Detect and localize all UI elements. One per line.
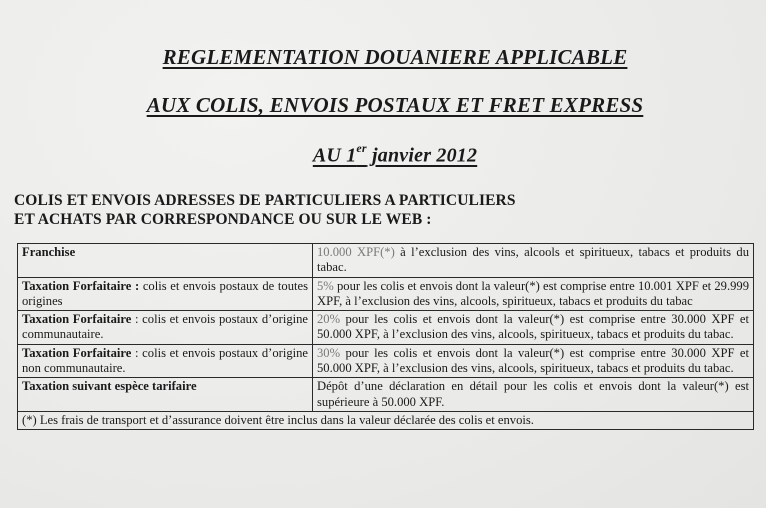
regulation-table xyxy=(17,243,754,430)
table-row xyxy=(18,378,754,412)
table-row xyxy=(18,311,754,345)
document-title-line-1: REGLEMENTATION DOUANIERE APPLICABLE xyxy=(162,45,628,69)
row-label-cell xyxy=(18,244,313,278)
row-value-lead: 10.000 XPF(*) xyxy=(317,245,395,259)
row-label-cell xyxy=(18,311,313,345)
row-value-cell xyxy=(313,311,754,345)
row-label-cell xyxy=(18,277,313,311)
section-heading-line-2: ET ACHATS PAR CORRESPONDANCE OU SUR LE WEB : xyxy=(14,211,432,228)
row-label-text: : colis et envois postaux d’origine communautaire. xyxy=(22,312,308,342)
row-label-bold: Taxation suivant espèce tarifaire xyxy=(22,379,197,394)
table-row xyxy=(18,277,754,311)
row-value-text: pour les colis et envois dont la valeur(*) est comprise entre 10.001 XPF et 29.999 XPF, à l’exclusion des vins, alcools, spiritueux, tabacs et produits du tabac xyxy=(317,278,749,308)
date-ordinal: er xyxy=(356,141,367,155)
footnote: (*) Les frais de transport et d’assurance doivent être inclus dans la valeur déclarée des colis et envois. xyxy=(18,411,754,429)
date-prefix: AU 1 xyxy=(312,144,357,167)
date-suffix: janvier 2012 xyxy=(366,144,478,167)
document-title-line-2: AUX COLIS, ENVOIS POSTAUX ET FRET EXPRESS xyxy=(146,93,644,117)
table-row xyxy=(18,244,754,278)
section-heading-line-1: COLIS ET ENVOIS ADRESSES DE PARTICULIERS A PARTICULIERS xyxy=(14,192,516,209)
row-label-bold: Taxation Forfaitaire : xyxy=(22,278,140,293)
row-value-text: pour les colis et envois dont la valeur(*) est comprise entre 30.000 XPF et 50.000 XPF, à l’exclusion des vins, alcools, spiritueux, tabacs et produits du tabac. xyxy=(317,345,749,376)
row-value-cell xyxy=(313,277,754,311)
row-label-cell xyxy=(18,378,313,412)
row-value-cell xyxy=(313,344,754,378)
row-value-lead: 5% xyxy=(317,278,334,293)
row-value-text: pour les colis et envois dont la valeur(*) est comprise entre 30.000 XPF et 50.000 XPF, à l’exclusion des vins, alcools, spiritueux, tabacs et produits du tabac. xyxy=(317,312,749,342)
row-value-cell xyxy=(313,244,754,278)
row-value-text: Dépôt d’une déclaration en détail pour les colis et envois dont la valeur(*) est supérieure à 50.000 XPF. xyxy=(317,379,749,409)
document-date-line xyxy=(12,143,766,168)
row-label-text: : colis et envois postaux d’origine non communautaire. xyxy=(22,345,308,376)
section-heading xyxy=(14,191,516,229)
row-value-lead: 30% xyxy=(317,345,341,360)
row-label-cell xyxy=(18,344,313,378)
row-label-text: colis et envois postaux de toutes origines xyxy=(22,278,308,308)
row-value-text: à l’exclusion des vins, alcools et spiritueux, tabacs et produits du tabac. xyxy=(317,245,749,275)
row-label-bold: Taxation Forfaitaire xyxy=(22,312,132,327)
footnote-row xyxy=(18,411,754,429)
row-label-bold: Taxation Forfaitaire xyxy=(22,345,132,360)
row-value-cell xyxy=(313,378,754,412)
table-row xyxy=(18,344,754,378)
row-value-lead: 20% xyxy=(317,312,341,327)
row-label-bold: Franchise xyxy=(22,245,76,259)
